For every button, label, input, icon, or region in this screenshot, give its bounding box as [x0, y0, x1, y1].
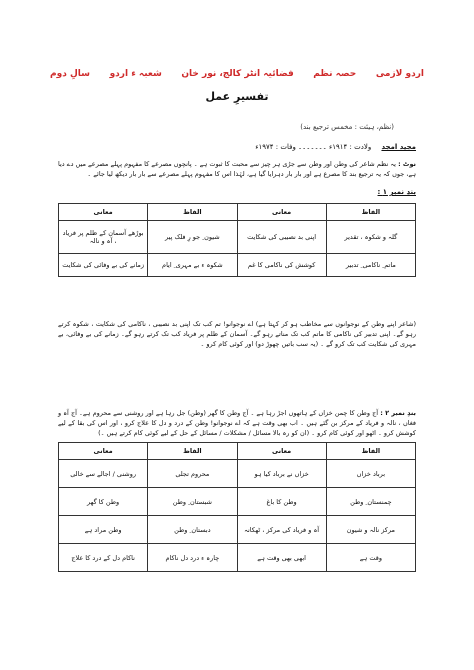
column-header: الفاظ: [148, 204, 237, 221]
table-cell: کوشش کی ناکامی کا غم: [237, 254, 326, 277]
header-year: سالِ دوم: [50, 69, 91, 79]
section1-heading: بندِ نمبر ۱ :: [377, 188, 416, 196]
table-cell: ابھی بھی وقت ہے: [237, 544, 326, 572]
table-cell: بوڑھے آسمان کے ظلم پر فریاد ، آہ و نالہ: [59, 221, 148, 254]
table-cell: دبستان ِ وطن: [148, 516, 237, 544]
table-cell: آہ و فریاد کی مرکز ، ٹھکانہ: [237, 516, 326, 544]
table-row: [59, 488, 416, 516]
table-cell: اپنی بد نصیبی کی شکایت: [237, 221, 326, 254]
column-header: معانی: [237, 204, 326, 221]
table-cell: وقت ہے: [326, 544, 415, 572]
table-cell: مرکز نالہ و شیون: [326, 516, 415, 544]
section2-heading: بندِ نمبر ۲ :: [380, 409, 416, 417]
table-cell: ناکام دل کے درد کا علاج: [59, 544, 148, 572]
table-cell: شکوہ ء بے مہری ِ ایام: [148, 254, 237, 277]
table-cell: شیون ِ جو رِ فلک پیر: [148, 221, 237, 254]
table-cell: وطن کا گھر: [59, 488, 148, 516]
table-row: [59, 544, 416, 572]
explanation-paragraph-2: [58, 408, 416, 438]
section2-text: آج وطن کا چمن خزاں کے ہاتھوں اجڑ رہا ہے ۔ آج وطن کا گھر (وطن) جل رہا ہے اور روشنی سے محروم ہے۔ آج آہ و فغاں ، نالہ و فریاد کے مرکز بن گئے ہیں ۔ اب بھی وقت ہے کہ اے نوجوانو! وطن کے درد و دل کا علاج کرو ، اور اس کی بقا کے لیے کوشش کرو ۔ اٹھو اور کوئی کام کرو ۔ (ان کو رہ بالا مسائل / مشکلات / مسائل کے حل کے لیے کوئی کام کرتے ہیں ۔): [58, 409, 416, 438]
poem-form-line: (نظم، ہیئت : مخمس ترجیع بند): [300, 123, 394, 131]
table-cell: چارہ ء درد دل ناکام: [148, 544, 237, 572]
column-header: الفاظ: [326, 204, 415, 221]
page-header: [50, 66, 424, 82]
table-cell: ماتم ِ ناکامی ِ تدبیر: [326, 254, 415, 277]
poet-name: مجید امجد: [381, 143, 416, 151]
header-college: فضائیہ انٹر کالج، نور خان: [181, 69, 294, 79]
table-row: [59, 221, 416, 254]
column-header: الفاظ: [148, 443, 237, 460]
vocab-table-1: [58, 203, 416, 277]
table-cell: وطن مراد ہے: [59, 516, 148, 544]
note-label: نوٹ :: [398, 160, 416, 168]
header-department: شعبہ ء اردو: [109, 69, 162, 79]
table-cell: وطن کا باغ: [237, 488, 326, 516]
note-paragraph: [58, 159, 416, 179]
table-cell: برباد خزاں: [326, 460, 415, 488]
table-cell: چمنستان ِ وطن: [326, 488, 415, 516]
table-header-row: [59, 204, 416, 221]
note-text: یہ نظم شاعر کی وطن اور وطن سے جڑی ہر چیز سے محبت کا ثبوت ہے ۔ پانچوں مصرعے کا مفہوم پہلے مصرعے میں دے دیا ہے، جوں کہ یہ ترجیع بند کا مصرع ہے اور بار بار دہرایا گیا ہے، لہٰذا اس کا مفہوم پہلے مصرعے سے بار بار دیکھ لیا جائے ۔: [58, 160, 416, 179]
explanation-paragraph-1: (شاعر اپنے وطن کے نوجوانوں سے مخاطب ہو کر کہتا ہے) اے نوجوانو! تم کب تک اپنی بد نصیبی ، ناکامی کی شکایت ، شکوہ کرتے رہو گے۔ اپنی تدبیر کی ناکامی کا ماتم کب تک مناتے رہو گے۔ آسمان کے ظلم پر فریاد کب تک کرتے رہو گے۔ زمانے کی بے وفائی، بے مہری کی شکایت کب تک کرو گے ۔ (یہ سب باتیں چھوڑ دو) اور کوئی کام کرو ۔: [58, 320, 416, 349]
table-cell: زمانے کی بے وفائی کی شکایت: [59, 254, 148, 277]
column-header: معانی: [237, 443, 326, 460]
column-header: الفاظ: [326, 443, 415, 460]
table-row: [59, 254, 416, 277]
poet-dates: ولادت : ۱۹۱۴ء ۔۔۔۔۔۔۔ وفات : ۱۹۷۴ء: [255, 143, 372, 151]
poet-line: [58, 143, 416, 151]
table-cell: روشنی / اجالے سے خالی: [59, 460, 148, 488]
table-row: [59, 516, 416, 544]
table-cell: محروم تجلی: [148, 460, 237, 488]
table-cell: خزاں نے برباد کیا ہو: [237, 460, 326, 488]
header-part: حصہ نظم: [313, 69, 357, 79]
table-row: [59, 460, 416, 488]
column-header: معانی: [59, 204, 148, 221]
column-header: معانی: [59, 443, 148, 460]
table-header-row: [59, 443, 416, 460]
table-cell: شبستان ِ وطن: [148, 488, 237, 516]
page-title: تفسیرِ عمل: [205, 90, 269, 103]
table-cell: گلہ و شکوہ ، تقدیر: [326, 221, 415, 254]
vocab-table-2: [58, 442, 416, 572]
header-subject: اردو لازمی: [375, 69, 424, 79]
